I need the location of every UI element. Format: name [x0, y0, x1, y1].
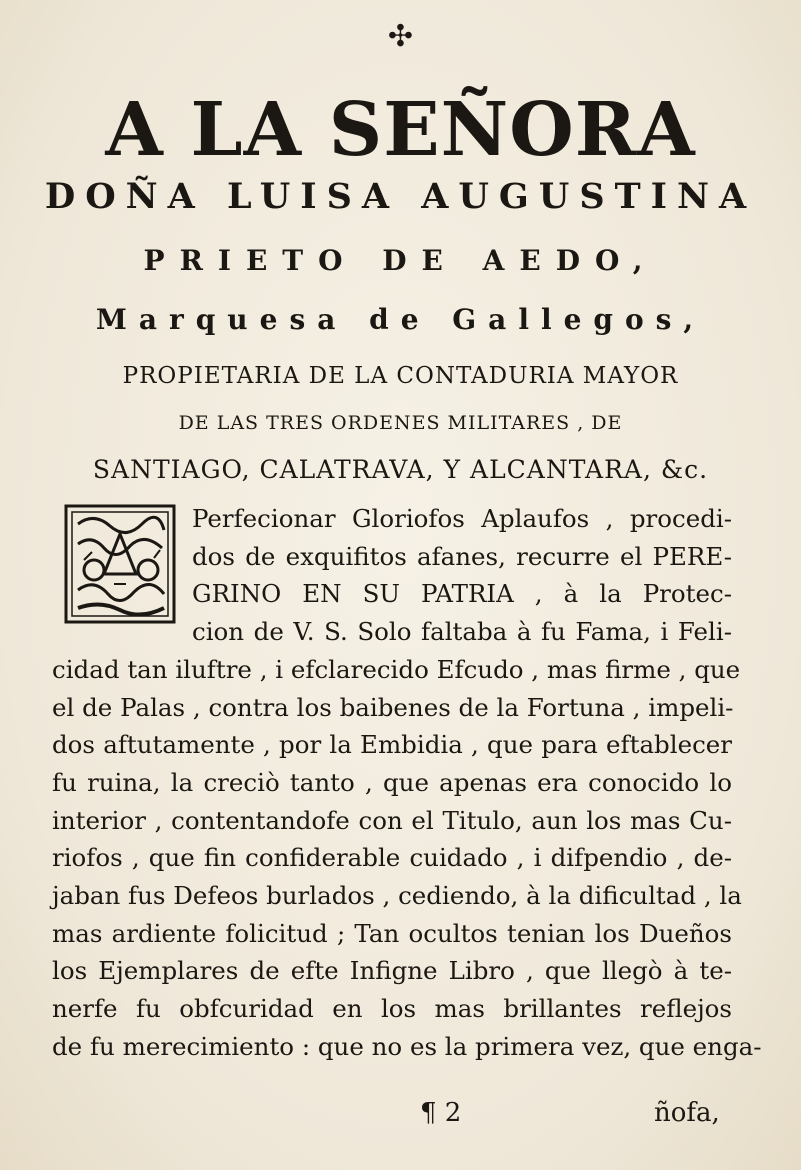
- text-line: Perfecionar Gloriofos Aplaufos , procedi-: [192, 504, 732, 533]
- heading-surname: PRIETO DE AEDO,: [143, 244, 658, 277]
- text-line: cidad tan iluftre , i efclarecido Efcudo , mas firme , que: [52, 654, 741, 684]
- text-line: fu ruina, la creciò tanto , que apenas era conocido lo: [52, 767, 732, 797]
- text-line: nerfe fu obfcuridad en los mas brillantes reflejos: [52, 994, 732, 1024]
- text-line: dos de exquifitos afanes, recurre el PERE-: [192, 541, 732, 571]
- text-line: el de Palas , contra los baibenes de la Fortuna , impeli-: [52, 692, 734, 722]
- heading-name: DOÑA LUISA AUGUSTINA: [44, 176, 757, 217]
- dedication-title: A LA SEÑORA: [105, 87, 696, 173]
- signature-mark: ¶ 2: [420, 1098, 462, 1128]
- text-line: interior , contentandofe con el Titulo, aun los mas Cu-: [52, 805, 732, 835]
- heading-orders: DE LAS TRES ORDENES MILITARES , DE: [178, 412, 623, 434]
- heading-title: Marquesa de Gallegos,: [95, 303, 706, 336]
- text-line: mas ardiente folicitud ; Tan ocultos tenian los Dueños: [52, 918, 732, 948]
- text-line: jaban fus Defeos burlados , cediendo, à la dificultad , la: [52, 881, 742, 911]
- heading-orders-names: SANTIAGO, CALATRAVA, Y ALCANTARA, &c.: [92, 455, 709, 484]
- text-line: cion de V. S. Solo faltaba à fu Fama, i Feli-: [192, 617, 732, 647]
- catchword: ñofa,: [654, 1098, 720, 1128]
- text-line: los Ejemplares de efte Infigne Libro , que llegò à te-: [52, 956, 732, 986]
- cross-ornament: ✣: [387, 19, 414, 54]
- text-line: GRINO EN SU PATRIA , à la Protec-: [192, 579, 732, 609]
- text-line: riofos , que fin confiderable cuidado , i difpendio , de-: [52, 843, 732, 873]
- text-line: dos aftutamente , por la Embidia , que para eftablecer: [52, 730, 732, 760]
- heading-office: PROPIETARIA DE LA CONTADURIA MAYOR: [122, 363, 679, 389]
- text-line: de fu merecimiento : que no es la primera vez, que enga-: [52, 1031, 762, 1061]
- body-text: [52, 500, 762, 1066]
